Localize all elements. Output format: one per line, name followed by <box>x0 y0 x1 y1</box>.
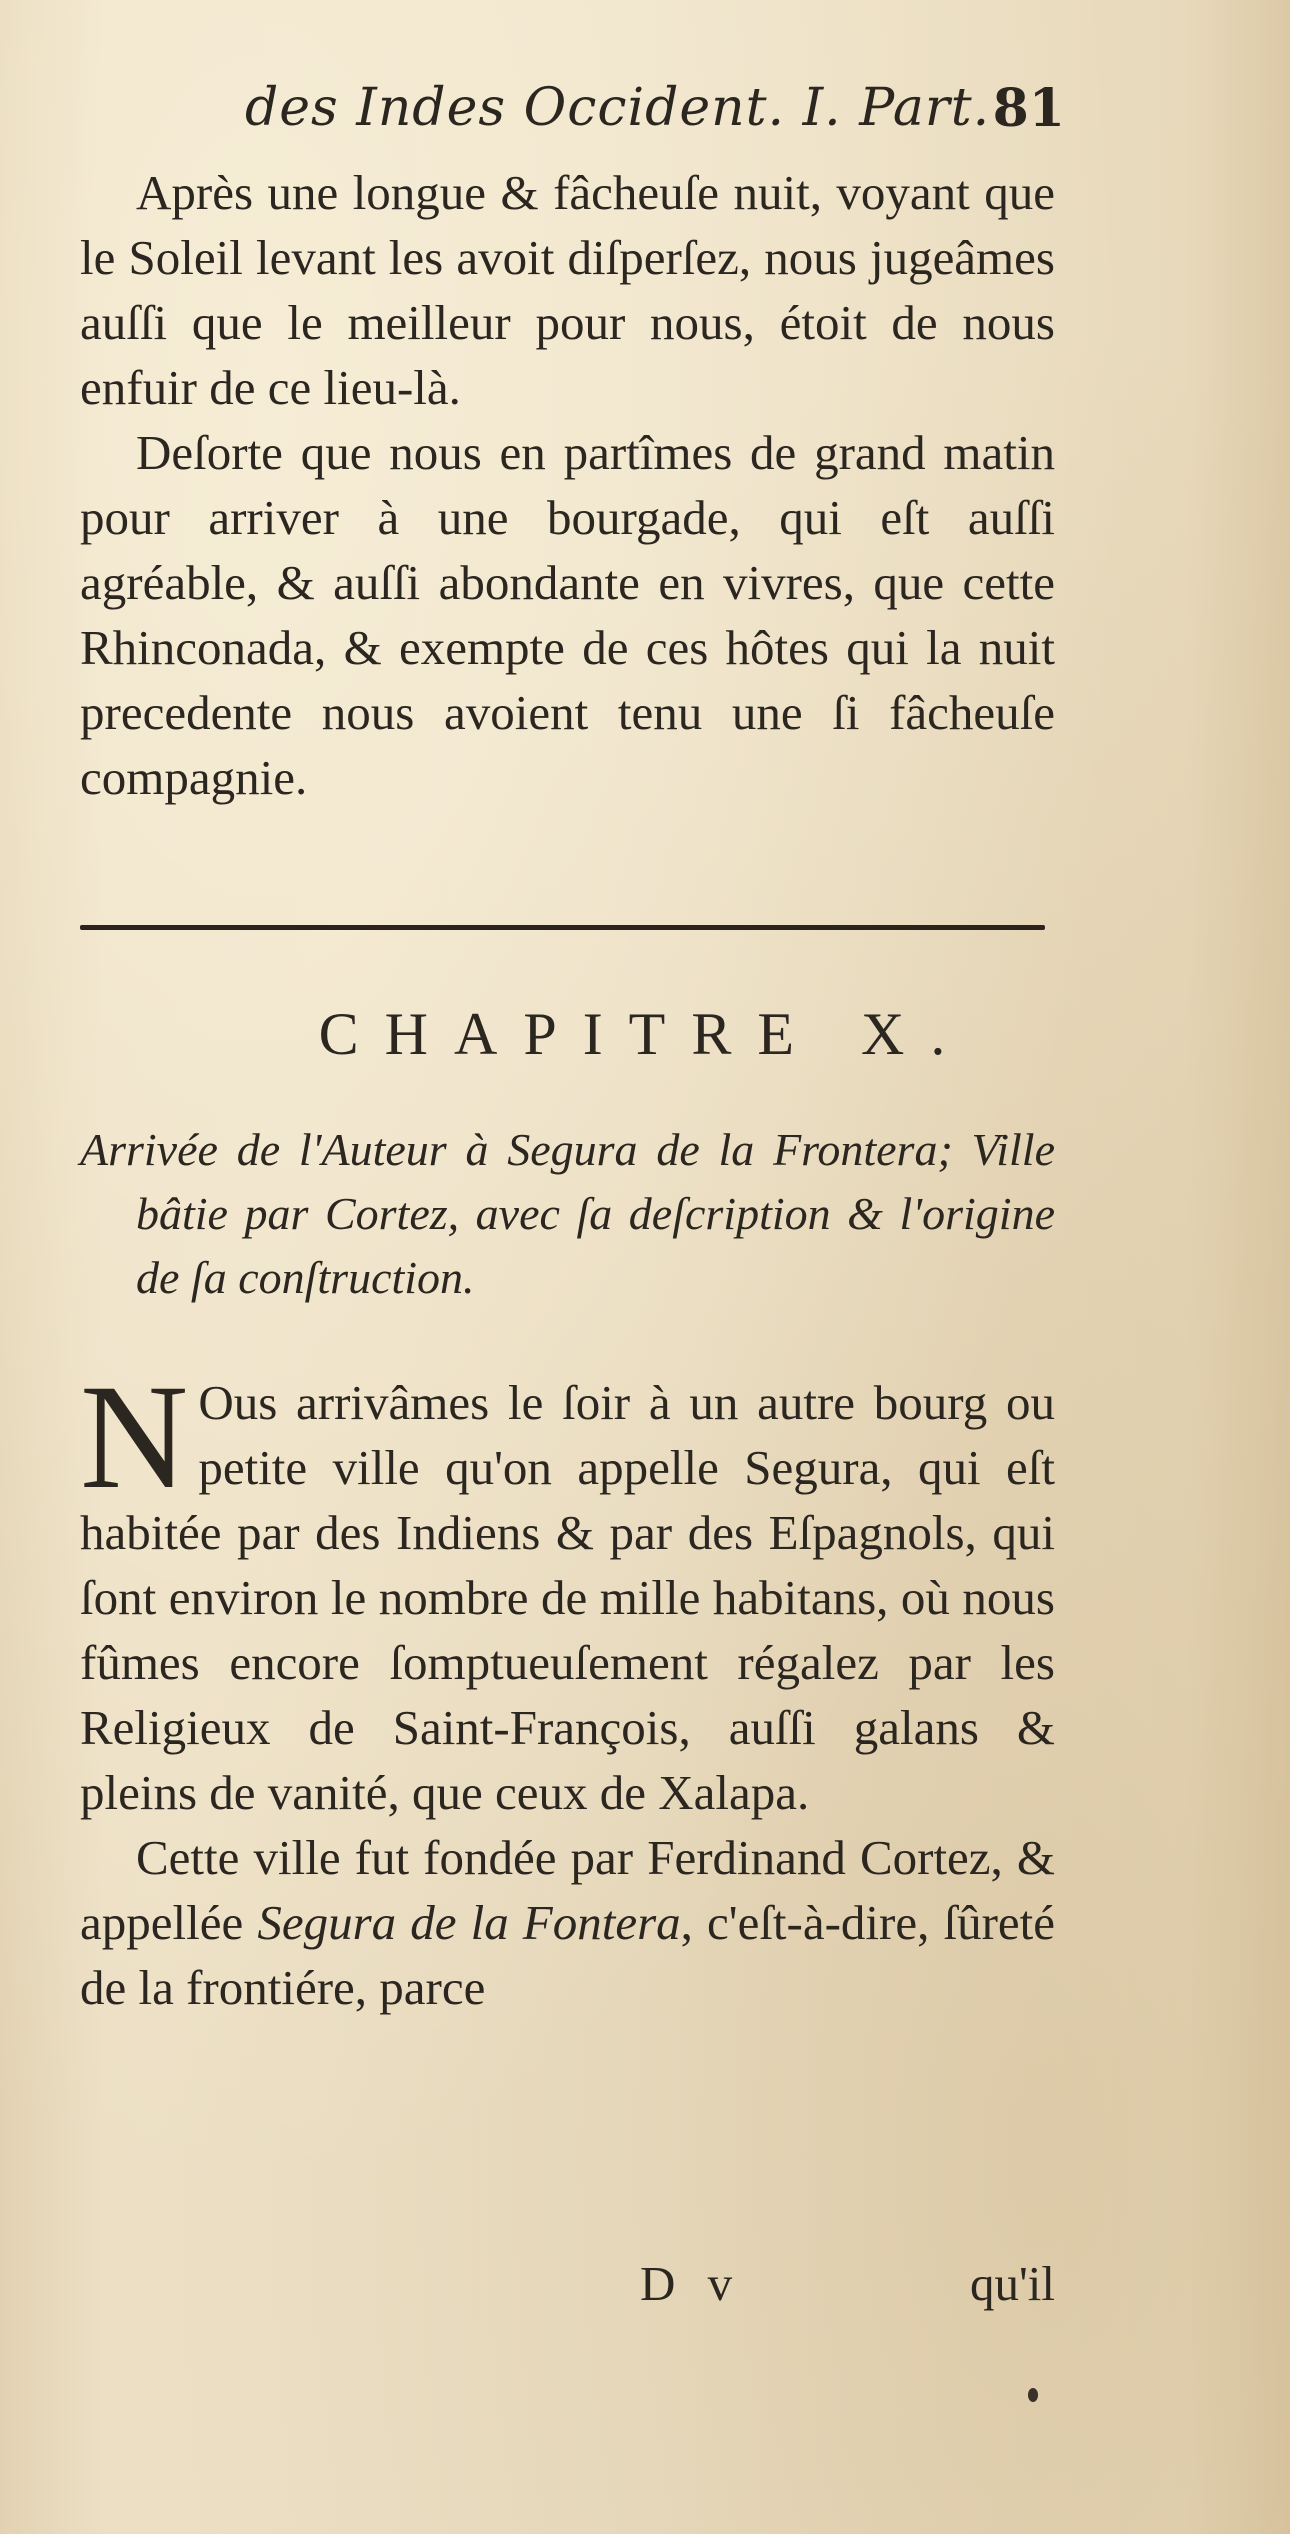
chapter-body <box>80 1354 1055 2020</box>
drop-cap: N <box>80 1354 189 1520</box>
chapter-heading: CHAPITRE X. <box>318 1001 972 1067</box>
paragraph: Après une longue & fâcheuſe nuit, voyant que le Soleil levant les avoit diſperſez, nous jugeâmes auſſi que le meilleur pour nous, étoit de nous enfuir de ce lieu-là. <box>80 165 1055 415</box>
running-title: des Indes Occident. I. Part. <box>245 78 991 138</box>
section-rule <box>80 925 1045 930</box>
top-text <box>80 160 1055 810</box>
page-footer <box>80 2255 1055 2325</box>
chapter-paragraph-text: Ous arrivâmes le ſoir à un autre bourg ou petite ville qu'on appelle Segura, qui eſt habitée par des Indiens & par des Eſpagnols, qui ſont environ le nombre de mille habitans, où nous fûmes encore ſomptueuſement régalez par les Religieux de Saint-François, auſſi galans & pleins de vanité, que ceux de Xalapa. <box>80 1375 1055 1820</box>
chapter-paragraph-start: Cette ville fut fondée par Ferdinand Cortez, & appellée <box>80 1830 1055 1950</box>
catchword: qu'il <box>969 2256 1055 2311</box>
chapter-summary: Arrivée de l'Auteur à Segura de la Frontera; Ville bâtie par Cortez, avec ſa deſcription & l'origine de ſa conſtruction. <box>80 1124 1055 1303</box>
chapter-paragraph <box>80 1825 1055 2020</box>
signature-mark: D v <box>640 2256 743 2311</box>
paragraph: Deſorte que nous en partîmes de grand matin pour arriver à une bourgade, qui eſt auſſi agréable, & auſſi abondante en vivres, que cette Rhinconada, & exempte de ces hôtes qui la nuit precedente nous avoient tenu une ſi fâcheuſe compagnie. <box>80 425 1055 805</box>
page-header <box>245 78 1065 158</box>
chapter-paragraph <box>80 1354 1055 1825</box>
ink-speck <box>1028 2388 1038 2402</box>
chapter-paragraph-end: , c'eſt-à-dire, ſûreté de la frontiére, parce <box>80 1895 1055 2015</box>
page-number: 81 <box>992 78 1065 139</box>
place-name: Segura de la Fontera <box>257 1895 681 1950</box>
